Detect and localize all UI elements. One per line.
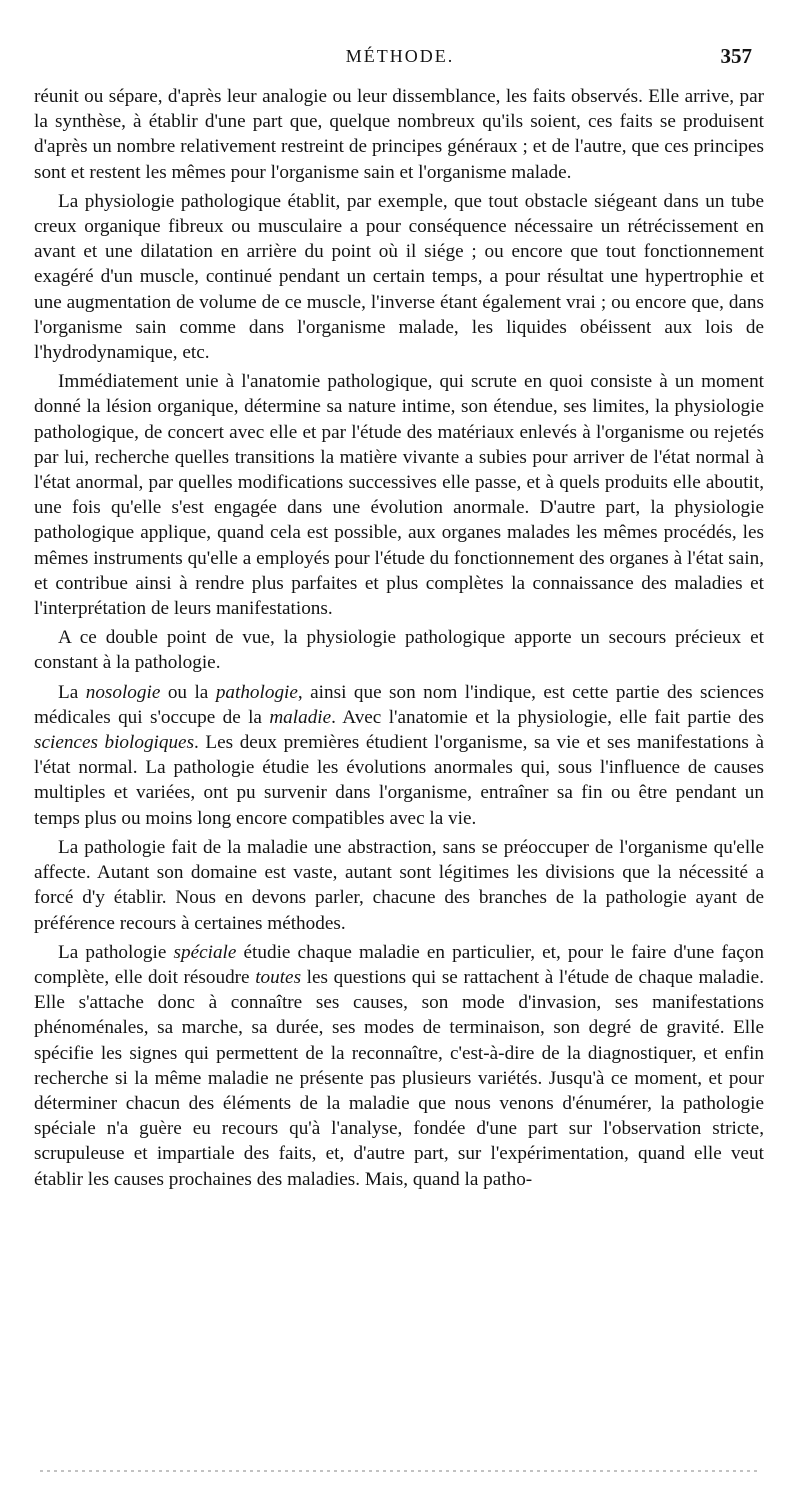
- paragraph: [34, 84, 764, 185]
- text-run: . Les deux premières étudient l'organisme, sa vie et ses manifestations à l'état normal. La pathologie étudie les évolutions anormales qui, sous l'influence de causes multiples et variées, ont pu survenir dans l'organisme, entraîner sa fin ou être pendant un temps plus ou moins long encore compatibles avec la vie.: [34, 732, 764, 829]
- text-run: , ainsi que son nom l'indique, est cette partie des sciences médicales qui s'occupe de la: [34, 681, 764, 728]
- bottom-scan-artifact: [40, 1470, 760, 1472]
- italic-term: sciences biologiques: [34, 732, 195, 754]
- paragraph: [34, 835, 764, 936]
- italic-term: pathologie: [215, 681, 298, 703]
- text-run: La pathologie: [58, 941, 174, 963]
- text-run: La pathologie fait de la maladie une abstraction, sans se préoccuper de l'organisme qu'elle affecte. Autant son domaine est vaste, autant sont légitimes les divisions que la nécessité a forcé d'y établir. Nous en devons parler, chacune des branches de la pathologie ayant de préférence recours à certaines méthodes.: [34, 836, 764, 934]
- text-run: les questions qui se rattachent à l'étude de chaque maladie. Elle s'attache donc à connaître ses causes, son mode d'invasion, ses manifestations phénoménales, sa marche, sa durée, ses modes de terminaison, son degré de gravité. Elle spécifie les signes qui permettent de la reconnaître, c'est-à-dire de la diagnostiquer, et enfin recherche si la même maladie ne présente pas plusieurs variétés. Jusqu'à ce moment, et pour déterminer chacun des éléments de la maladie que nous venons d'énumérer, la pathologie spéciale n'a guère eu recours qu'à l'analyse, fondée d'une part sur l'observation stricte, scrupuleuse et impartiale des faits, et, d'autre part, sur l'expérimentation, quand elle veut établir les causes prochaines des maladies. Mais, quand la patho-: [34, 966, 764, 1190]
- italic-term: toutes: [255, 966, 302, 988]
- paragraph: [34, 680, 764, 831]
- text-run: ou la: [160, 681, 216, 703]
- paragraph: [34, 369, 764, 621]
- paragraph: [34, 625, 764, 675]
- text-run: . Avec l'anatomie et la physiologie, elle fait partie des: [331, 706, 764, 728]
- page-number: 357: [720, 44, 752, 68]
- body-text: [34, 84, 764, 1192]
- italic-term: maladie: [269, 706, 332, 728]
- text-run: étudie chaque maladie en particulier, et, pour le faire d'une façon complète, elle doit résoudre: [34, 941, 764, 988]
- text-run: Immédiatement unie à l'anatomie pathologique, qui scrute en quoi consiste à un moment donné la lésion organique, détermine sa nature intime, son étendue, ses limites, la physiologie pathologique, de concert avec elle et par l'étude des matériaux enlevés à l'organisme ou rejetés par lui, recherche quelles transitions la matière vivante a subies pour arriver de l'état normal à l'état anormal, par quelles modifications successives elle passe, et à quels produits elle aboutit, une fois qu'elle s'est engagée dans une évolution anormale. D'autre part, la physiologie pathologique applique, quand cela est possible, aux organes malades les mêmes procédés, les mêmes instruments qu'elle a employés pour l'étude du fonctionnement des organes à l'état sain, et contribue ainsi à rendre plus parfaites et plus complètes la connaissance des maladies et l'interprétation de leurs manifestations.: [34, 371, 764, 620]
- text-run: A ce double point de vue, la physiologie pathologique apporte un secours précieux et constant à la pathologie.: [34, 627, 764, 674]
- running-title: MÉTHODE.: [345, 46, 455, 66]
- text-run: réunit ou sépare, d'après leur analogie ou leur dissemblance, les faits observés. Elle arrive, par la synthèse, à établir d'une part que, quelque nombreux qu'ils soient, ces faits se produisent d'après un nombre relativement restreint de principes généraux ; et de l'autre, que ces principes sont et restent les mêmes pour l'organisme sain et l'organisme malade.: [34, 86, 764, 183]
- paragraph: [34, 940, 764, 1192]
- text-run: La physiologie pathologique établit, par exemple, que tout obstacle siégeant dans un tube creux organique fibreux ou musculaire a pour conséquence nécessaire un rétrécissement en avant et une dilatation en arrière du point où il siége ; ou encore que tout fonctionnement exagéré d'un muscle, continué pendant un certain temps, a pour résultat une hypertrophie et une augmentation de volume de ce muscle, l'inverse étant également vrai ; ou encore que, dans l'organisme sain comme dans l'organisme malade, les liquides obéissent aux lois de l'hydrodynamique, etc.: [34, 190, 764, 364]
- italic-term: spéciale: [173, 941, 237, 963]
- text-run: La: [58, 681, 86, 703]
- paragraph: [34, 189, 764, 365]
- italic-term: nosologie: [85, 681, 161, 703]
- running-head: [0, 44, 800, 74]
